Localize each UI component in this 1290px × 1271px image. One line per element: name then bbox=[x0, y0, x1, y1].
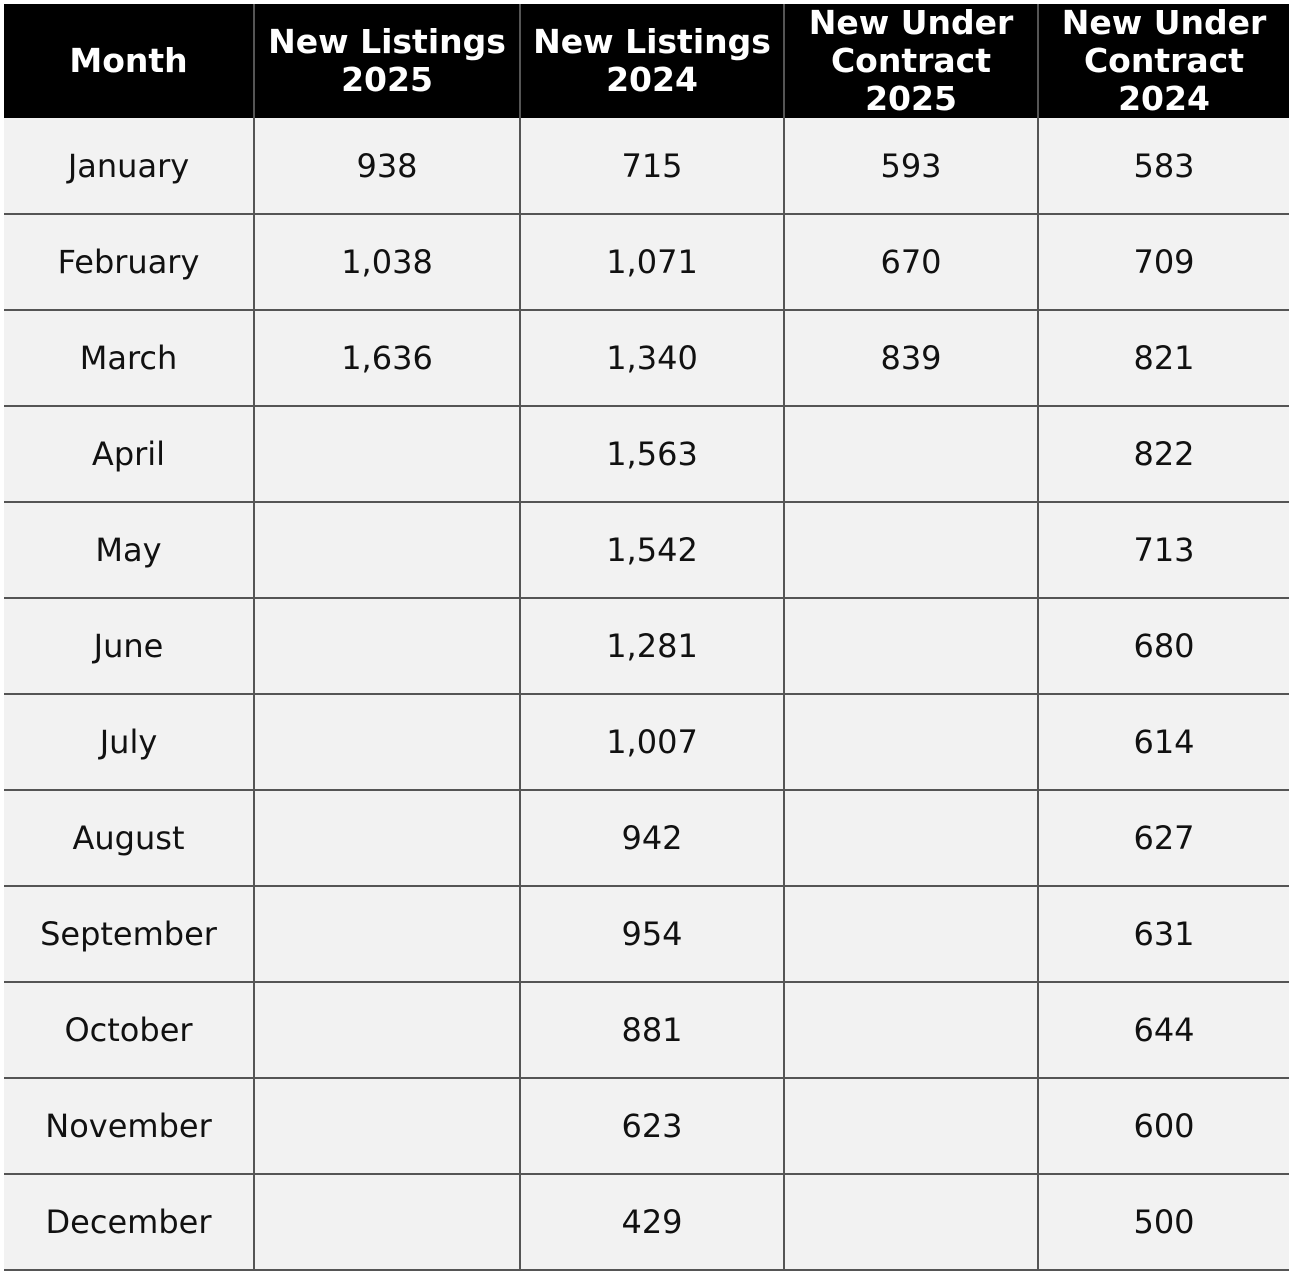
month-cell: March bbox=[4, 310, 254, 406]
new-listings-2024-cell: 881 bbox=[520, 982, 784, 1078]
new-listings-2024-cell: 623 bbox=[520, 1078, 784, 1174]
new-listings-2025-cell bbox=[254, 886, 520, 982]
new-listings-2024-cell: 1,542 bbox=[520, 502, 784, 598]
header-line: New Under bbox=[808, 3, 1014, 42]
new-under-contract-2025-cell bbox=[784, 502, 1038, 598]
header-line: 2025 bbox=[341, 60, 433, 99]
new-listings-2024-cell: 1,281 bbox=[520, 598, 784, 694]
listings-table bbox=[4, 4, 1289, 1271]
header-line: Contract 2024 bbox=[1083, 41, 1245, 118]
month-cell: December bbox=[4, 1174, 254, 1270]
table-row bbox=[4, 790, 1289, 886]
table-header bbox=[4, 4, 1289, 118]
new-listings-2025-cell: 1,038 bbox=[254, 214, 520, 310]
month-cell: January bbox=[4, 118, 254, 214]
table-row bbox=[4, 502, 1289, 598]
header-line: 2024 bbox=[606, 60, 698, 99]
header-line: New Listings bbox=[533, 22, 771, 61]
new-listings-2024-cell: 1,071 bbox=[520, 214, 784, 310]
table-row bbox=[4, 886, 1289, 982]
header-line: New Listings bbox=[268, 22, 506, 61]
header-line: New Under bbox=[1061, 3, 1267, 42]
new-under-contract-2024-cell: 583 bbox=[1038, 118, 1289, 214]
table-row bbox=[4, 694, 1289, 790]
new-under-contract-2025-cell bbox=[784, 406, 1038, 502]
table-row bbox=[4, 406, 1289, 502]
table-row bbox=[4, 598, 1289, 694]
month-cell: June bbox=[4, 598, 254, 694]
new-listings-2024-cell: 1,340 bbox=[520, 310, 784, 406]
new-under-contract-2024-cell: 614 bbox=[1038, 694, 1289, 790]
new-under-contract-2024-cell: 821 bbox=[1038, 310, 1289, 406]
new-under-contract-2025-cell bbox=[784, 790, 1038, 886]
new-listings-2024-cell: 954 bbox=[520, 886, 784, 982]
new-listings-2025-cell: 938 bbox=[254, 118, 520, 214]
new-listings-2025-cell bbox=[254, 790, 520, 886]
new-listings-2025-cell bbox=[254, 1174, 520, 1270]
new-under-contract-2024-cell: 644 bbox=[1038, 982, 1289, 1078]
month-cell: July bbox=[4, 694, 254, 790]
header-new-listings-2024 bbox=[520, 4, 784, 118]
month-cell: September bbox=[4, 886, 254, 982]
month-cell: May bbox=[4, 502, 254, 598]
new-under-contract-2025-cell bbox=[784, 694, 1038, 790]
new-listings-2024-cell: 942 bbox=[520, 790, 784, 886]
new-under-contract-2025-cell bbox=[784, 1174, 1038, 1270]
new-under-contract-2024-cell: 713 bbox=[1038, 502, 1289, 598]
listings-table-container bbox=[4, 4, 1289, 1262]
new-under-contract-2025-cell bbox=[784, 1078, 1038, 1174]
new-under-contract-2024-cell: 627 bbox=[1038, 790, 1289, 886]
new-listings-2025-cell bbox=[254, 502, 520, 598]
new-under-contract-2024-cell: 600 bbox=[1038, 1078, 1289, 1174]
month-cell: August bbox=[4, 790, 254, 886]
new-listings-2024-cell: 1,007 bbox=[520, 694, 784, 790]
header-month bbox=[4, 4, 254, 118]
new-under-contract-2025-cell bbox=[784, 982, 1038, 1078]
new-under-contract-2025-cell: 670 bbox=[784, 214, 1038, 310]
month-cell: April bbox=[4, 406, 254, 502]
month-cell: October bbox=[4, 982, 254, 1078]
header-new-under-contract-2024 bbox=[1038, 4, 1289, 118]
new-listings-2025-cell bbox=[254, 982, 520, 1078]
table-body bbox=[4, 118, 1289, 1270]
new-under-contract-2024-cell: 500 bbox=[1038, 1174, 1289, 1270]
table-row bbox=[4, 118, 1289, 214]
new-listings-2025-cell: 1,636 bbox=[254, 310, 520, 406]
header-new-under-contract-2025 bbox=[784, 4, 1038, 118]
new-under-contract-2024-cell: 709 bbox=[1038, 214, 1289, 310]
new-listings-2025-cell bbox=[254, 694, 520, 790]
new-listings-2024-cell: 1,563 bbox=[520, 406, 784, 502]
table-row bbox=[4, 982, 1289, 1078]
table-row bbox=[4, 1078, 1289, 1174]
new-listings-2025-cell bbox=[254, 1078, 520, 1174]
table-row bbox=[4, 214, 1289, 310]
new-under-contract-2024-cell: 680 bbox=[1038, 598, 1289, 694]
table-row bbox=[4, 310, 1289, 406]
header-new-listings-2025 bbox=[254, 4, 520, 118]
month-cell: November bbox=[4, 1078, 254, 1174]
new-under-contract-2024-cell: 822 bbox=[1038, 406, 1289, 502]
table-row bbox=[4, 1174, 1289, 1270]
month-cell: February bbox=[4, 214, 254, 310]
new-listings-2025-cell bbox=[254, 598, 520, 694]
header-row bbox=[4, 4, 1289, 118]
new-under-contract-2025-cell: 839 bbox=[784, 310, 1038, 406]
header-line: Contract 2025 bbox=[830, 41, 992, 118]
new-listings-2024-cell: 429 bbox=[520, 1174, 784, 1270]
new-listings-2024-cell: 715 bbox=[520, 118, 784, 214]
new-under-contract-2025-cell bbox=[784, 886, 1038, 982]
new-listings-2025-cell bbox=[254, 406, 520, 502]
header-month-line-1: Month bbox=[69, 41, 188, 80]
new-under-contract-2025-cell bbox=[784, 598, 1038, 694]
new-under-contract-2025-cell: 593 bbox=[784, 118, 1038, 214]
new-under-contract-2024-cell: 631 bbox=[1038, 886, 1289, 982]
